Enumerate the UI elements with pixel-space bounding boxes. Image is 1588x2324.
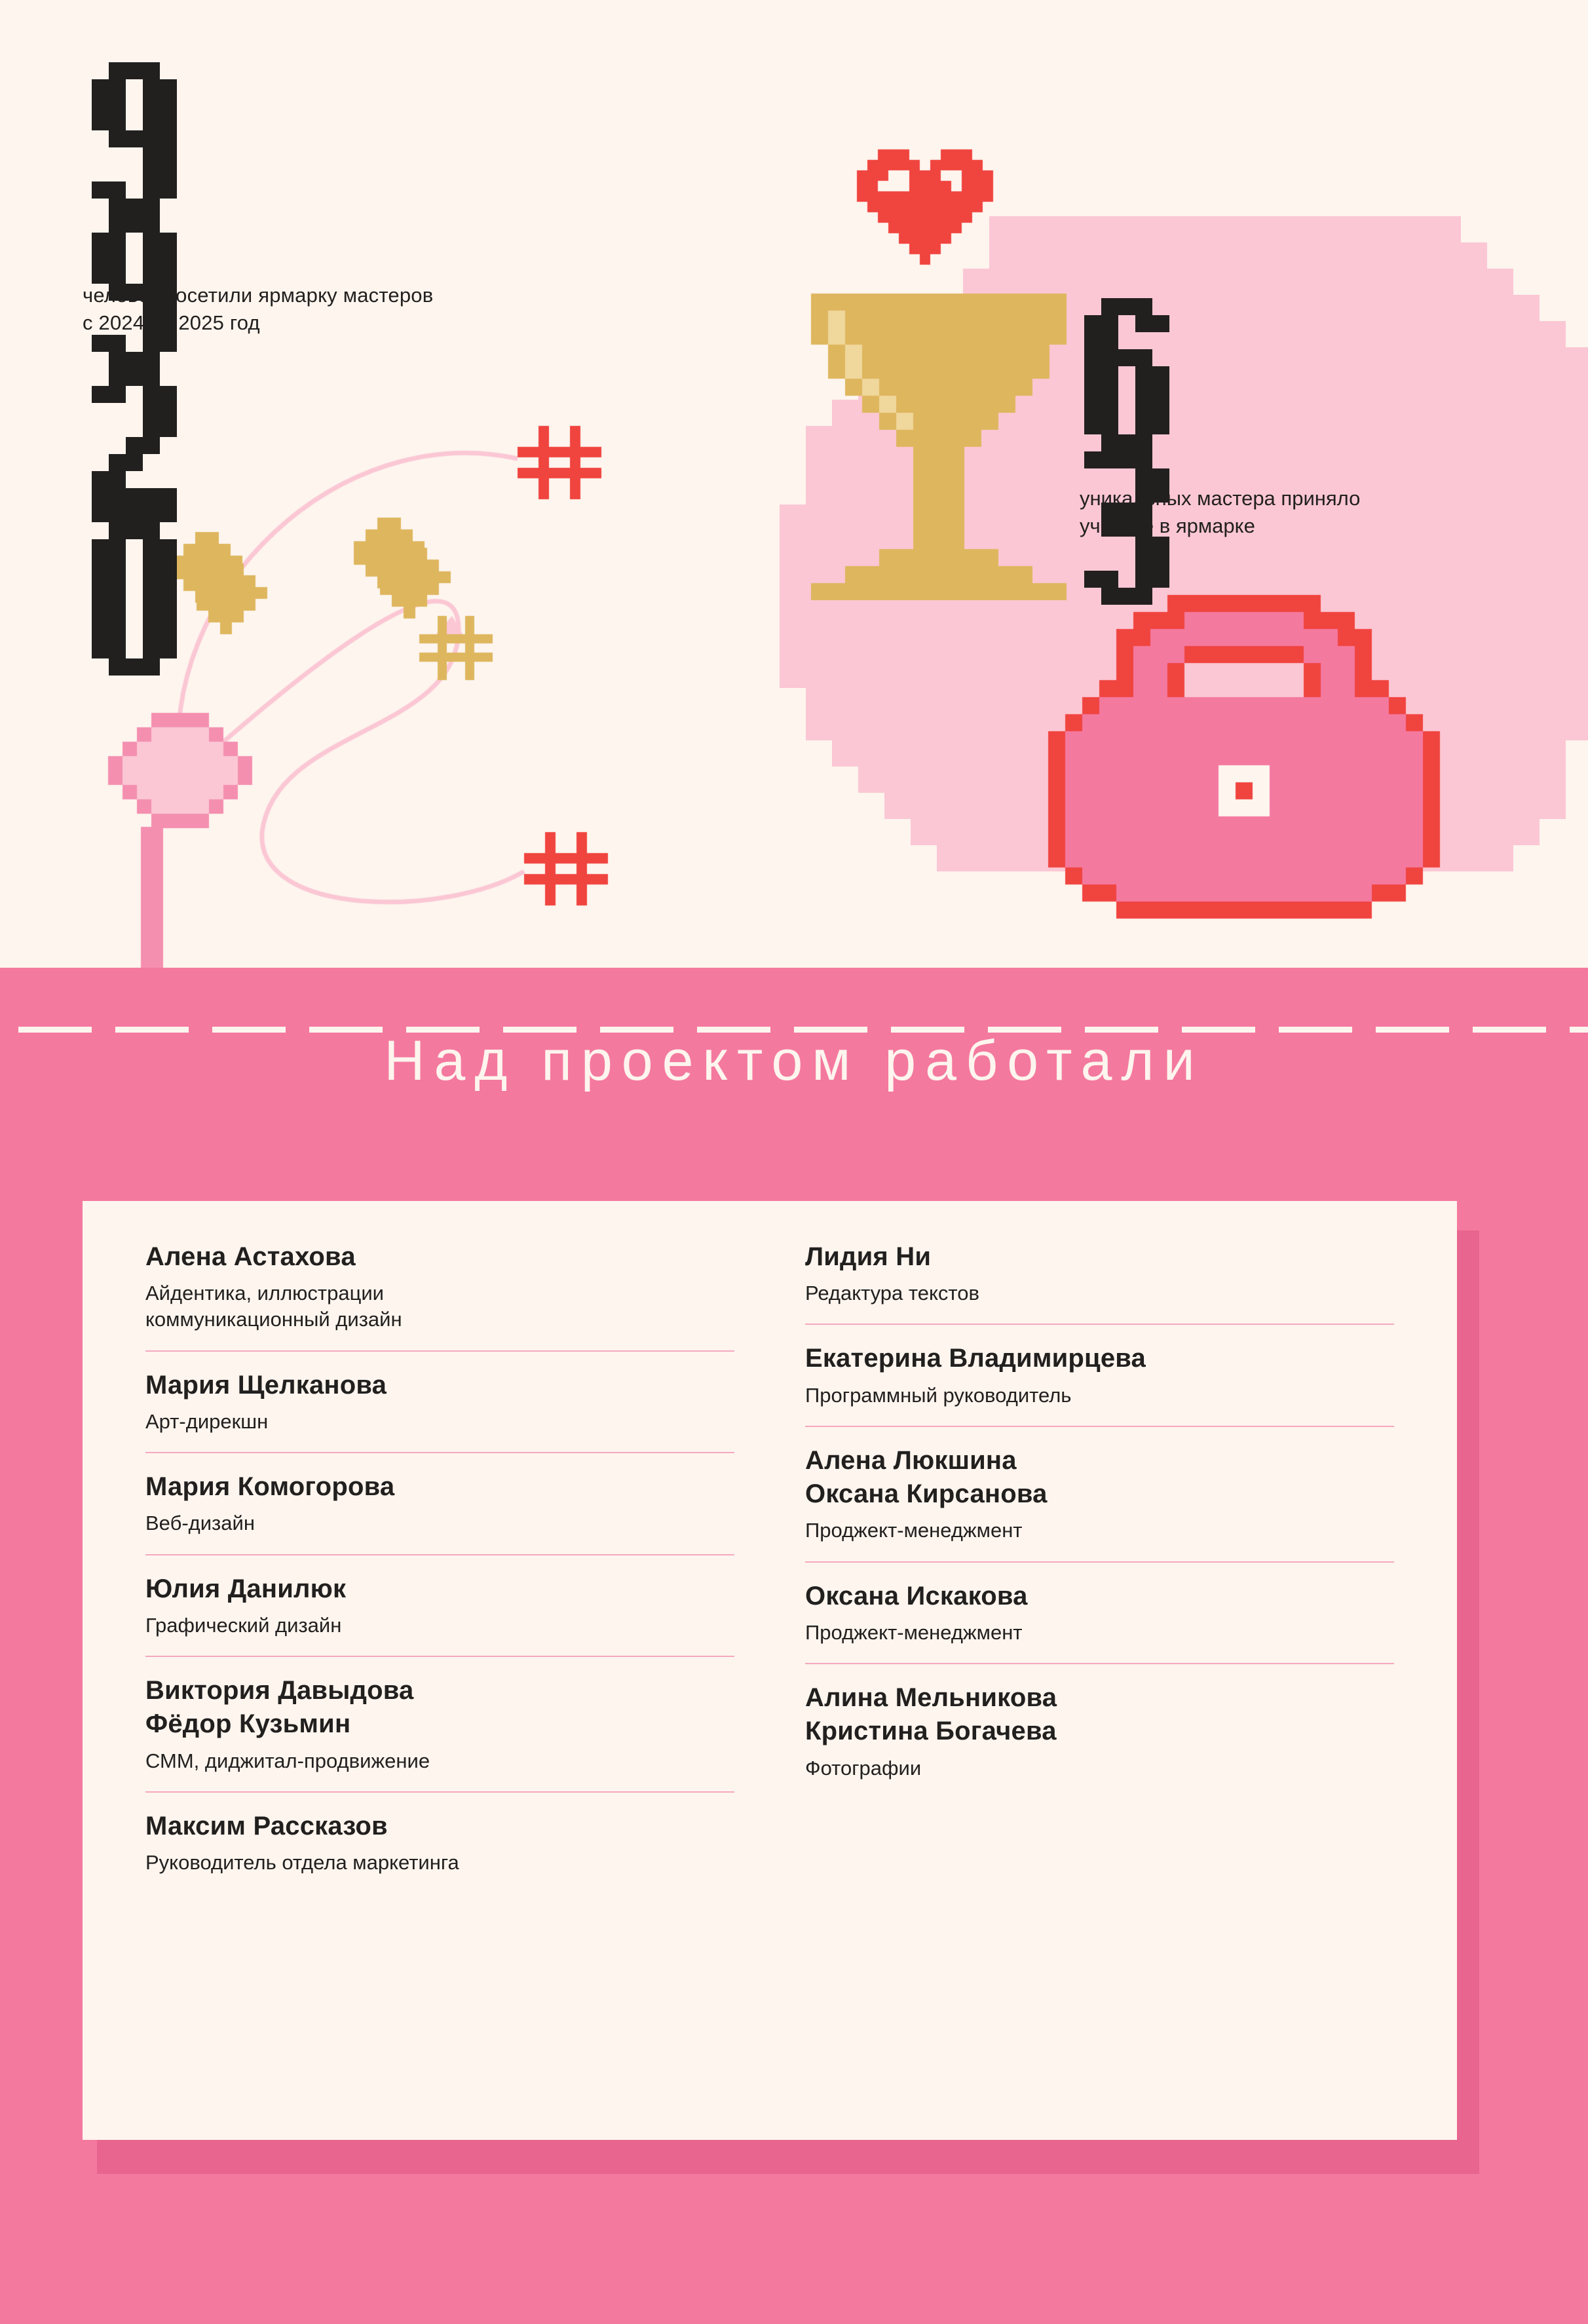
credit-name: Алина Мельникова	[805, 1683, 1057, 1713]
credits-column-left	[145, 1235, 770, 2114]
credit-name: Оксана Искакова	[805, 1581, 1028, 1610]
credit-names	[805, 1444, 1394, 1511]
credit-names	[805, 1342, 1394, 1375]
credit-role-line: коммуникационный дизайн	[145, 1308, 402, 1331]
credits-column-right	[770, 1235, 1394, 2114]
pixel-digit	[92, 62, 177, 216]
credit-role-line: Редактура текстов	[805, 1282, 979, 1305]
credit-role	[145, 1280, 734, 1333]
credit-names	[145, 1240, 734, 1274]
credit-row	[805, 1235, 1394, 1324]
credit-role-line: Фотографии	[805, 1756, 922, 1780]
credit-name: Оксана Кирсанова	[805, 1479, 1048, 1509]
credit-row	[145, 1235, 734, 1350]
pixel-digit	[1084, 298, 1169, 451]
credit-names	[145, 1674, 734, 1741]
credit-row	[805, 1324, 1394, 1425]
credit-role	[145, 1748, 734, 1774]
credit-name: Екатерина Владимирцева	[805, 1344, 1146, 1373]
credit-name: Мария Щелканова	[145, 1370, 387, 1400]
pixel-decoration-canvas	[0, 0, 1588, 968]
credit-name: Алена Люкшина	[805, 1445, 1017, 1475]
credits-title: Над проектом работали	[384, 1029, 1204, 1092]
credit-names	[805, 1681, 1394, 1748]
credit-names	[805, 1240, 1394, 1274]
credit-names	[145, 1470, 734, 1504]
credit-role	[145, 1612, 734, 1639]
credit-name: Мария Комогорова	[145, 1472, 395, 1502]
credit-role	[145, 1409, 734, 1435]
credit-names	[145, 1810, 734, 1843]
masters-caption-line2: участие в ярмарке	[1080, 514, 1255, 537]
credit-role-line: СММ, диджитал-продвижение	[145, 1749, 430, 1772]
credit-name: Юлия Данилюк	[145, 1574, 347, 1603]
credit-names	[145, 1369, 734, 1402]
credit-row	[805, 1663, 1394, 1799]
credit-row	[145, 1554, 734, 1656]
credit-role-line: Проджект-менеджмент	[805, 1519, 1023, 1542]
visitors-caption-line1: человек посетили ярмарку мастеров	[83, 284, 434, 307]
credit-role-line: Веб-дизайн	[145, 1512, 255, 1535]
credit-role	[805, 1755, 1394, 1781]
credit-name: Алена Астахова	[145, 1242, 356, 1271]
credit-names	[805, 1580, 1394, 1613]
credit-name: Кристина Богачева	[805, 1717, 1057, 1746]
credit-role	[145, 1850, 734, 1876]
visitors-caption	[83, 282, 433, 337]
credit-name: Лидия Ни	[805, 1242, 932, 1271]
credit-row	[805, 1426, 1394, 1561]
credit-row	[145, 1791, 734, 1893]
credit-role	[805, 1382, 1394, 1409]
credit-row	[145, 1452, 734, 1553]
credit-role	[805, 1620, 1394, 1646]
credits-card	[83, 1201, 1457, 2140]
credit-role-line: Арт-дирекшн	[145, 1409, 269, 1433]
credit-role	[145, 1510, 734, 1536]
credit-row	[805, 1561, 1394, 1663]
credit-role-line: Проджект-менеджмент	[805, 1620, 1023, 1644]
stats-section	[0, 0, 1588, 968]
masters-caption	[1080, 485, 1360, 540]
pixel-digit	[92, 522, 177, 676]
credit-role	[805, 1280, 1394, 1306]
pixel-digit	[92, 369, 177, 522]
credit-row	[145, 1656, 734, 1791]
visitors-number	[92, 62, 189, 676]
masters-caption-line1: уникальных мастера приняло	[1080, 487, 1361, 510]
masters-number	[1084, 298, 1180, 605]
visitors-caption-line2: с 2024 по 2025 год	[83, 311, 260, 334]
credit-names	[145, 1572, 734, 1606]
credit-name: Фёдор Кузьмин	[145, 1709, 351, 1739]
credit-role-line: Программный руководитель	[805, 1383, 1072, 1407]
credit-role-line: Айдентика, иллюстрации	[145, 1282, 384, 1305]
credit-role-line: Руководитель отдела маркетинга	[145, 1851, 459, 1875]
credit-role-line: Графический дизайн	[145, 1613, 342, 1637]
credit-name: Виктория Давыдова	[145, 1676, 414, 1705]
credit-row	[145, 1350, 734, 1452]
credit-name: Максим Рассказов	[145, 1811, 388, 1840]
credit-role	[805, 1517, 1394, 1544]
